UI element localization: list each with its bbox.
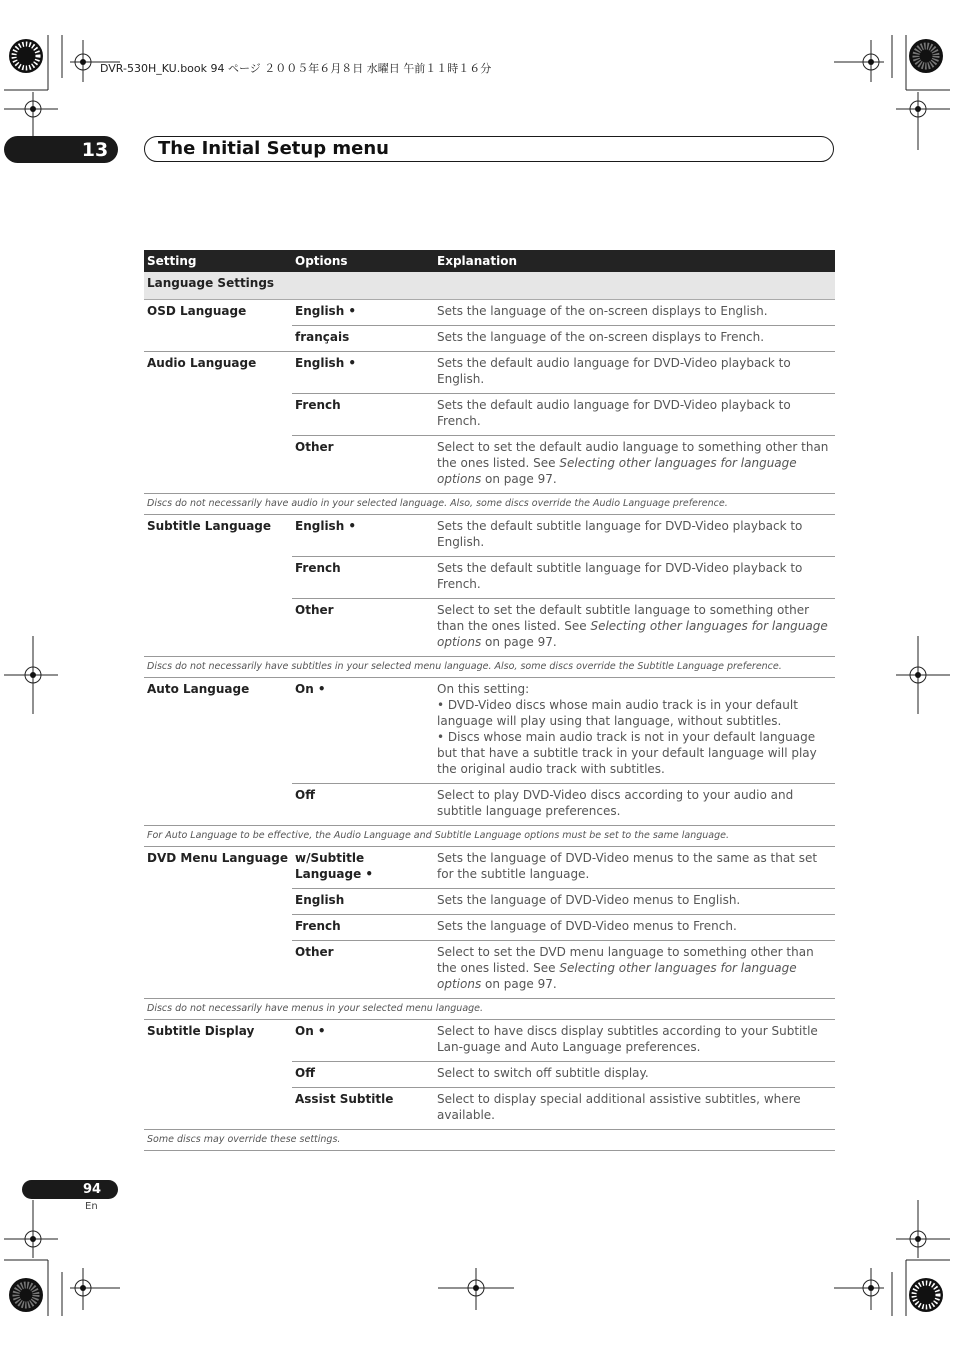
option-name: Other <box>292 941 434 999</box>
option-name: w/Subtitle Language • <box>292 847 434 889</box>
option-name: English • <box>292 352 434 394</box>
option-explanation: Select to switch off subtitle display. <box>434 1062 835 1088</box>
option-name: French <box>292 557 434 599</box>
note-row <box>144 826 835 847</box>
header-explanation: Explanation <box>434 250 835 272</box>
header-options: Options <box>292 250 434 272</box>
note-text: Discs do not necessarily have menus in your selected menu language. <box>144 999 835 1020</box>
option-name: français <box>292 326 434 352</box>
note-row <box>144 1130 835 1151</box>
option-name: Assist Subtitle <box>292 1088 434 1130</box>
option-name: French <box>292 394 434 436</box>
table-row <box>144 1020 835 1062</box>
option-explanation: Sets the default audio language for DVD-Video playback to English. <box>434 352 835 394</box>
settings-table <box>144 250 835 1151</box>
section-row <box>144 272 835 300</box>
option-explanation: Sets the language of DVD-Video menus to English. <box>434 889 835 915</box>
option-explanation: Sets the language of DVD-Video menus to the same as that set for the subtitle language. <box>434 847 835 889</box>
cross-reference: Selecting other languages for language options <box>437 961 797 991</box>
option-name: Other <box>292 436 434 494</box>
option-explanation: Sets the default subtitle language for DVD-Video playback to French. <box>434 557 835 599</box>
option-explanation: Sets the language of DVD-Video menus to French. <box>434 915 835 941</box>
explanation-bullet: • DVD-Video discs whose main audio track is in your default language will play using that language, without subtitles. <box>437 698 798 728</box>
setting-name: Auto Language <box>144 678 292 826</box>
table-header-row <box>144 250 835 272</box>
option-name: English • <box>295 304 357 318</box>
table-row <box>144 515 835 557</box>
setting-name: DVD Menu Language <box>144 847 292 999</box>
note-row <box>144 657 835 678</box>
option-explanation: Select to have discs display subtitles according to your Subtitle Lan-guage and Auto Language preferences. <box>434 1020 835 1062</box>
note-text: For Auto Language to be effective, the Audio Language and Subtitle Language options must be set to the same language. <box>144 826 835 847</box>
option-name: Off <box>292 784 434 826</box>
page-number-badge <box>22 1180 118 1199</box>
table-row <box>144 352 835 394</box>
chapter-title: The Initial Setup menu <box>144 136 834 162</box>
page-number: 94 <box>82 1182 102 1197</box>
section-title: Language Settings <box>144 272 835 300</box>
explanation-text: Select to set the default subtitle language to something other than the ones listed. See <box>437 603 810 633</box>
explanation-tail: on page 97. <box>481 472 557 486</box>
option-explanation: Sets the default audio language for DVD-Video playback to French. <box>434 394 835 436</box>
option-explanation: Select to play DVD-Video discs according to your audio and subtitle language preferences. <box>434 784 835 826</box>
chapter-number-badge <box>4 136 118 163</box>
chapter-number: 13 <box>81 138 109 161</box>
option-name: Off <box>292 1062 434 1088</box>
explanation-bullet: • Discs whose main audio track is not in your default language but that have a subtitle track in your default language will play the original audio track with subtitles. <box>437 730 817 776</box>
setting-name: Subtitle Language <box>144 515 292 657</box>
option-explanation: Sets the language of the on-screen displays to English. <box>437 304 768 318</box>
explanation-tail: on page 97. <box>481 977 557 991</box>
option-name: English • <box>292 515 434 557</box>
table-row <box>144 678 835 784</box>
cross-reference: Selecting other languages for language options <box>437 456 797 486</box>
option-explanation: Select to display special additional assistive subtitles, where available. <box>434 1088 835 1130</box>
setting-name: Audio Language <box>144 352 292 494</box>
option-explanation <box>434 678 835 784</box>
table-row <box>144 847 835 889</box>
explanation-line: On this setting: <box>437 682 530 696</box>
note-row <box>144 494 835 515</box>
option-explanation <box>434 599 835 657</box>
setting-name: OSD Language <box>147 304 247 318</box>
header-setting: Setting <box>144 250 292 272</box>
note-row <box>144 999 835 1020</box>
explanation-text: Select to set the DVD menu language to something other than the ones listed. See <box>437 945 814 975</box>
option-name: Other <box>292 599 434 657</box>
table-row <box>144 300 835 326</box>
note-text: Discs do not necessarily have subtitles in your selected menu language. Also, some discs override the Subtitle Language preference. <box>144 657 835 678</box>
option-explanation <box>434 436 835 494</box>
option-explanation <box>434 941 835 999</box>
option-name: On • <box>292 678 434 784</box>
option-explanation: Sets the default subtitle language for DVD-Video playback to English. <box>434 515 835 557</box>
explanation-text: Select to set the default audio language to something other than the ones listed. See <box>437 440 829 470</box>
explanation-tail: on page 97. <box>481 635 557 649</box>
setting-name: Subtitle Display <box>144 1020 292 1130</box>
page-language-code: En <box>85 1201 98 1212</box>
note-text: Some discs may override these settings. <box>144 1130 835 1151</box>
print-header-line: DVR-530H_KU.book 94 ページ ２００５年６月８日 水曜日 午前１１時１６分 <box>100 62 492 75</box>
option-name: English <box>292 889 434 915</box>
option-name: French <box>292 915 434 941</box>
cross-reference: Selecting other languages for language options <box>437 619 828 649</box>
option-explanation: Sets the language of the on-screen displays to French. <box>434 326 835 352</box>
option-name: On • <box>292 1020 434 1062</box>
note-text: Discs do not necessarily have audio in your selected language. Also, some discs override the Audio Language preference. <box>144 494 835 515</box>
